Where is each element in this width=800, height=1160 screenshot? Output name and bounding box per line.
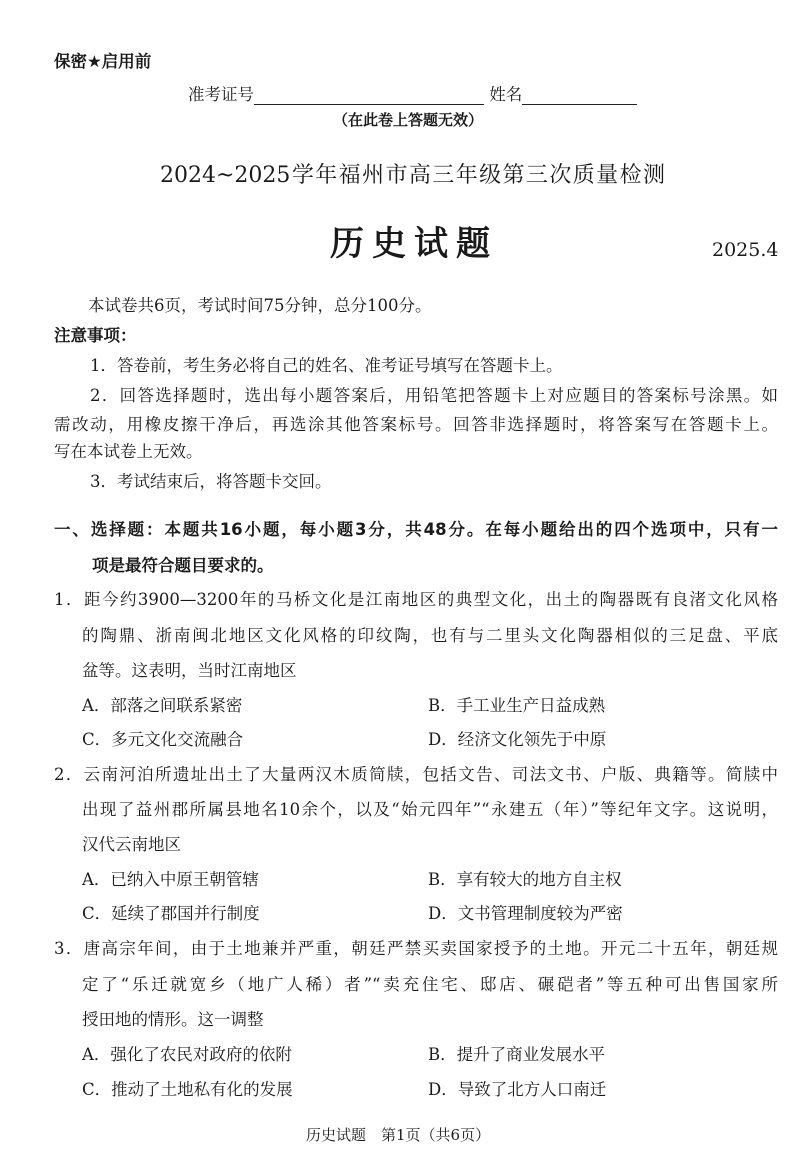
page-footer: 历史试题 第1页（共6页） [306,1126,491,1144]
invalid-note: （在此卷上答题无效） [333,111,484,129]
question-line: 盆等。这表明，当时江南地区 [82,661,297,680]
note-item: 写在本试卷上无效。 [54,442,203,461]
question-line: 汉代云南地区 [82,835,181,854]
confidential-label: 保密★启用前 [54,52,152,71]
section-heading: 一、选择题：本题共16小题，每小题3分，共48分。在每小题给出的四个选项中，只有一 [54,520,778,539]
exam-id-field[interactable] [254,88,484,105]
section-heading-cont: 项是最符合题目要求的。 [92,556,274,575]
option-c[interactable]: C．延续了郡国并行制度 [82,904,260,923]
question-line: 定了“乐迁就宽乡（地广人稀）者”“卖充住宅、邸店、碾硙者”等五种可出售国家所 [82,975,778,994]
note-item: 3．考试结束后，将答题卡交回。 [90,472,332,491]
candidate-info [188,85,637,105]
intro: 本试卷共6页，考试时间75分钟，总分100分。 [88,296,432,315]
option-c[interactable]: C．多元文化交流融合 [82,730,244,749]
notes-heading: 注意事项： [54,326,137,345]
exam-title-text: 2024~2025学年福州市高三年级第三次质量检测 [160,163,665,188]
question-line: 2．云南河泊所遗址出土了大量两汉木质简牍，包括文告、司法文书、户版、典籍等。简牍中 [54,765,778,784]
question-line: 的陶鼎、浙南闽北地区文化风格的印纹陶，也有与二里头文化陶器相似的三足盘、平底 [82,626,778,645]
option-a[interactable]: A．强化了农民对政府的依附 [82,1045,292,1064]
note-item: 需改动，用橡皮擦干净后，再选涂其他答案标号。回答非选择题时，将答案写在答题卡上。 [54,415,778,434]
question-line: 1．距今约3900—3200年的马桥文化是江南地区的典型文化，出土的陶器既有良渚文化风格 [54,590,778,609]
name-label: 姓名 [489,85,523,104]
name-field[interactable] [522,88,637,105]
note-item: 1．答卷前，考生务必将自己的姓名、准考证号填写在答题卡上。 [90,356,563,375]
option-a[interactable]: A．已纳入中原王朝管辖 [82,870,259,889]
option-d[interactable]: D．经济文化领先于中原 [428,730,607,749]
option-a[interactable]: A．部落之间联系紧密 [82,696,243,715]
option-b[interactable]: B．手工业生产日益成熟 [428,696,606,715]
subject-title: 历史试题 [330,224,498,264]
option-b[interactable]: B．提升了商业发展水平 [428,1045,606,1064]
option-b[interactable]: B．享有较大的地方自主权 [428,870,622,889]
note-item: 2．回答选择题时，选出每小题答案后，用铅笔把答题卡上对应题目的答案标号涂黑。如 [90,386,778,405]
exam-id-label: 准考证号 [188,85,254,104]
option-d[interactable]: D．文书管理制度较为严密 [428,904,623,923]
question-line: 授田地的情形。这一调整 [82,1010,264,1029]
exam-title [160,163,665,188]
question-line: 3．唐高宗年间，由于土地兼并严重，朝廷严禁买卖国家授予的土地。开元二十五年，朝廷规 [54,939,778,958]
question-line: 出现了益州郡所属县地名10余个，以及“始元四年”“永建五（年）”等纪年文字。这说明， [82,800,778,819]
option-c[interactable]: C．推动了土地私有化的发展 [82,1080,293,1099]
exam-date: 2025.4 [712,239,779,261]
option-d[interactable]: D．导致了北方人口南迁 [428,1080,607,1099]
